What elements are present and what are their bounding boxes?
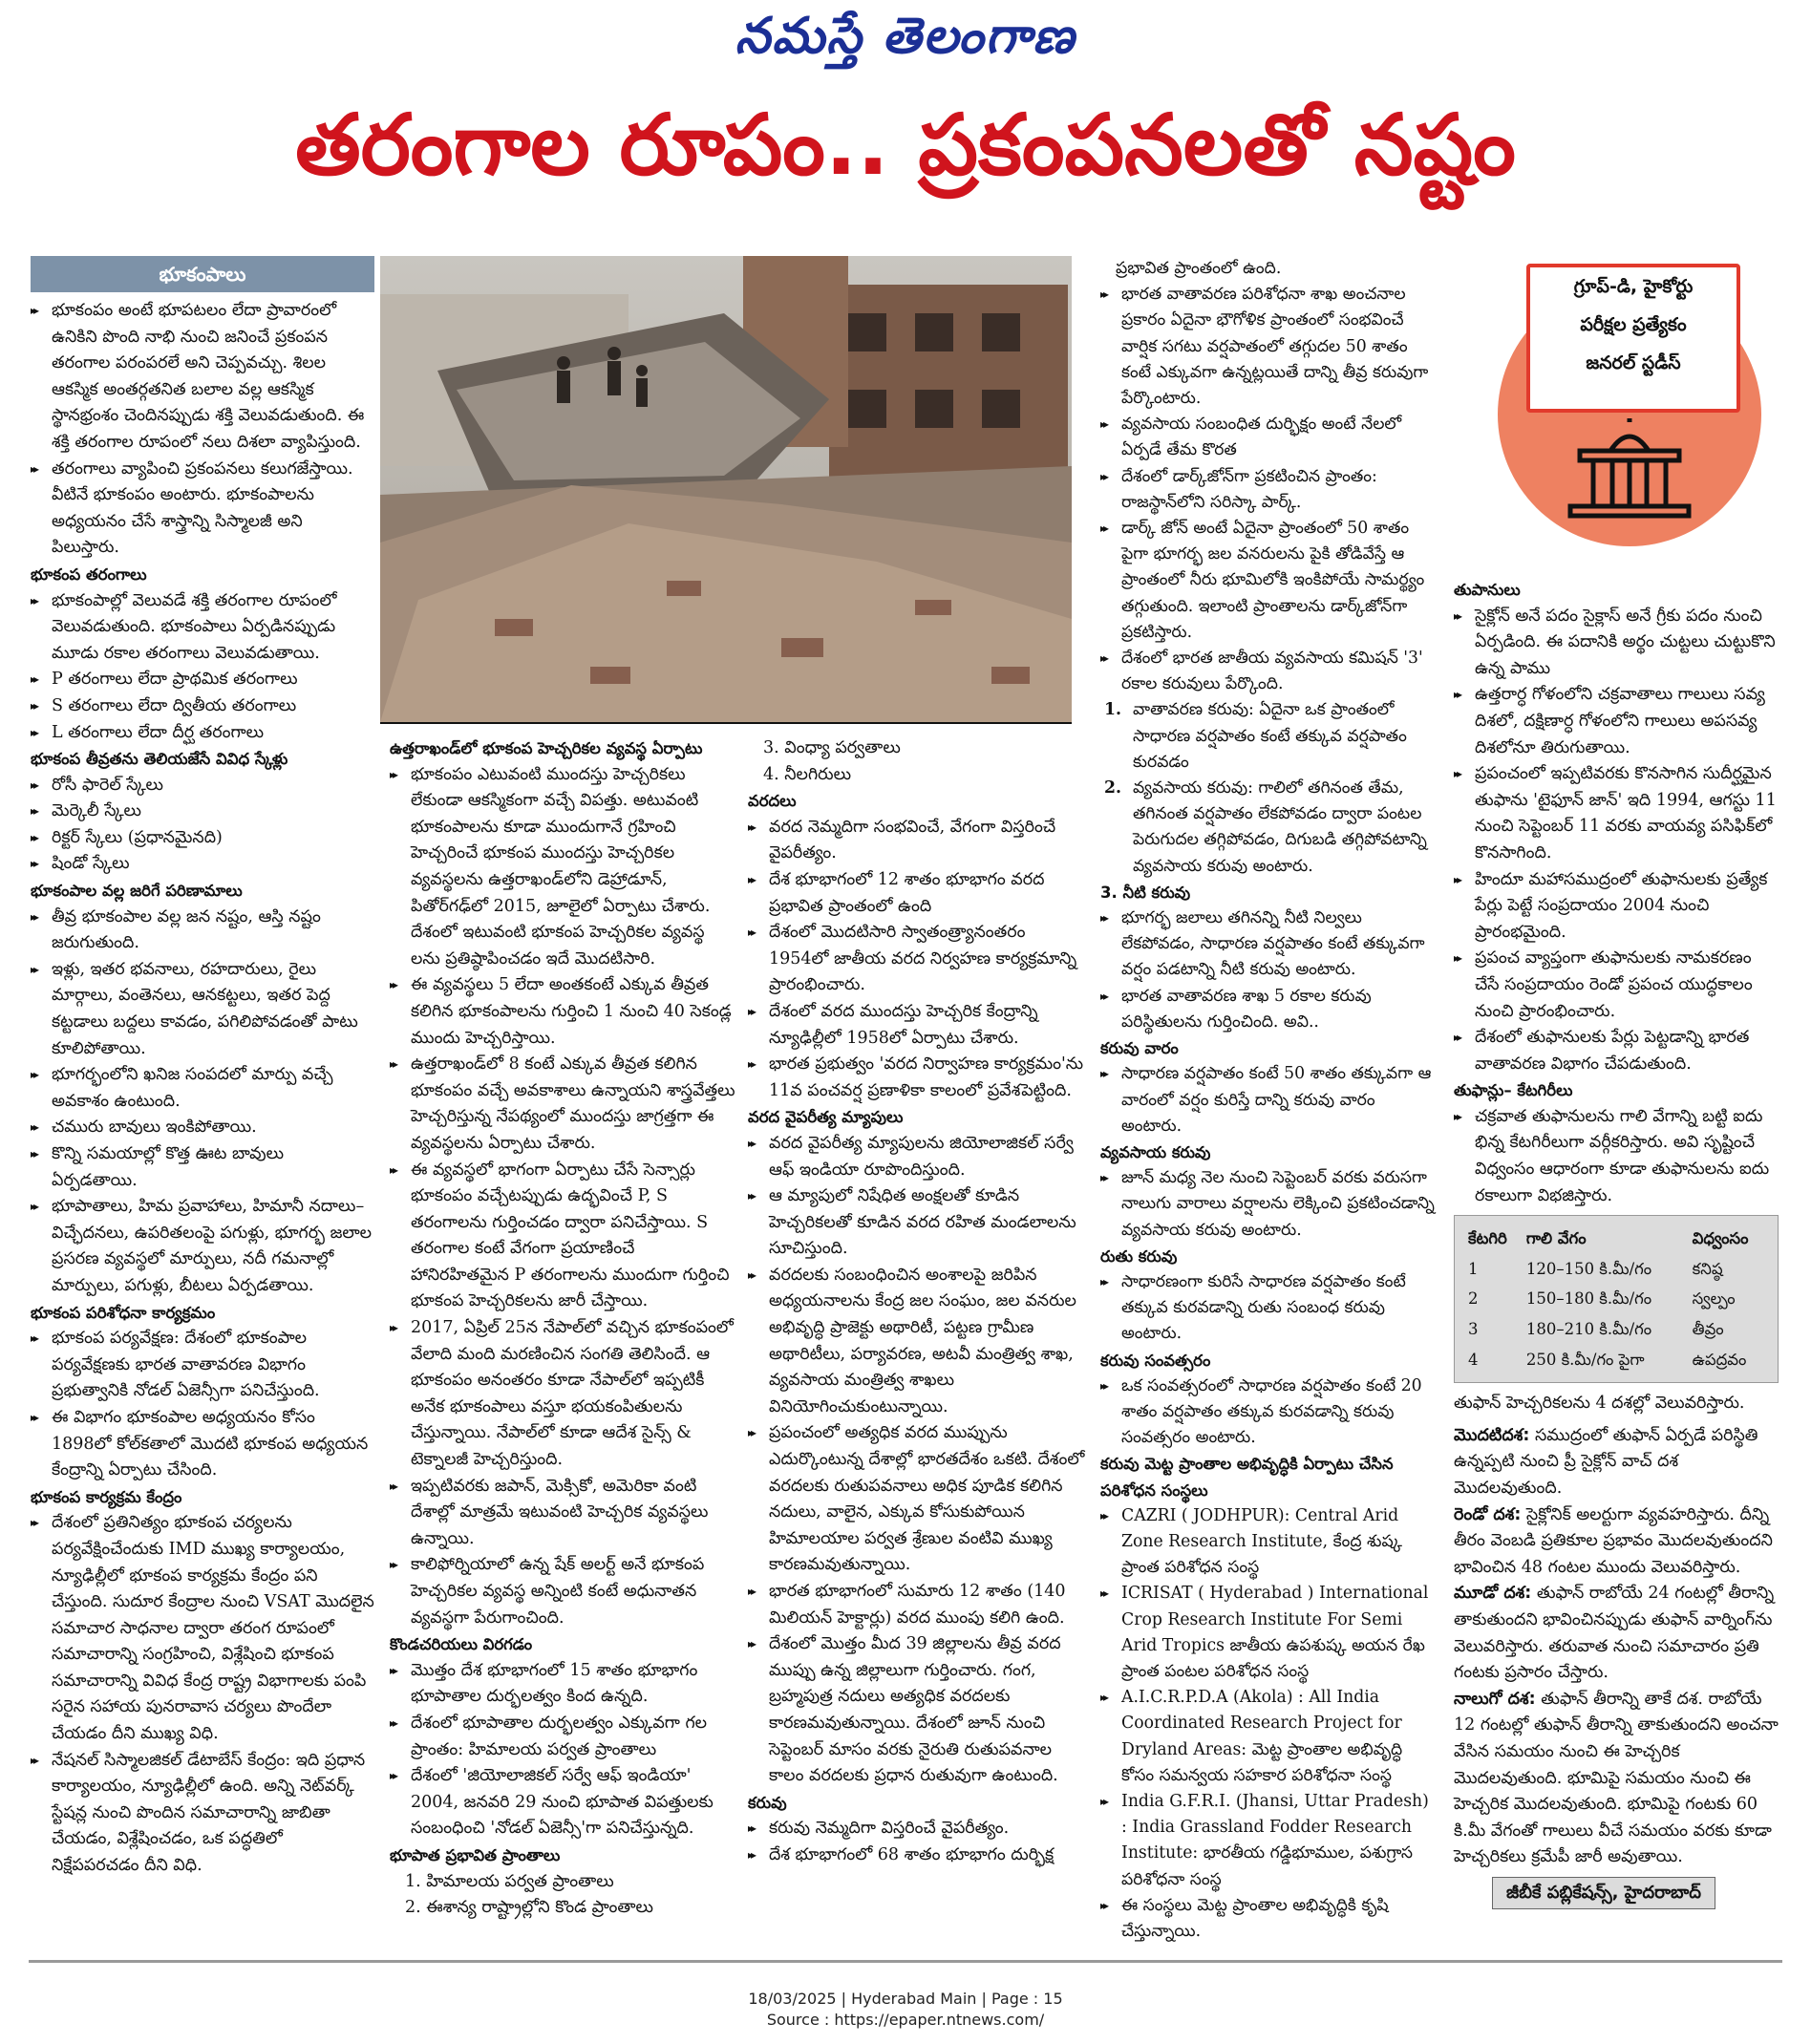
bullet-item (390, 762, 737, 973)
item-text: ఉత్తరార్ధ గోళంలోని చక్రవాతాలు గాలులు సవ్య దిశలో, దక్షిణార్ధ గోళంలోని గాలులు అపసవ్య దిశలోనూ తిరుగుతాయి. (1475, 685, 1765, 757)
item-text: రిక్టర్ స్కేలు (ప్రధానమైనది) (52, 827, 223, 847)
item-text: ప్రపంచ వ్యాప్తంగా తుఫానులకు నామకరణం చేసే సంప్రదాయం రెండో ప్రపంచ యుద్ధకాలం నుంచి ప్రారంభించారు. (1475, 948, 1753, 1021)
item-text: ఉత్తరాఖండ్‌లో భూకంప హెచ్చరికల వ్యవస్థ ఏర్పాటు (390, 739, 703, 757)
column-1-body (31, 298, 374, 1880)
bullet-item (1100, 1061, 1438, 1139)
bullet-item (1100, 1165, 1438, 1244)
bullet-item (1100, 1269, 1438, 1348)
item-text: షిండో స్కేలు (52, 854, 130, 874)
badge-label-box (1526, 264, 1740, 413)
bullet-item (390, 1158, 737, 1316)
bullet-item (748, 1842, 1087, 1869)
bullet-item (748, 1263, 1087, 1421)
item-text: తరంగాలు వ్యాపించి ప్రకంపనలు కలుగజేస్తాయి. వీటినే భూకంపం అంటారు. భూకంపాలను అధ్యయనం చేసే శాస్త్రాన్ని సిస్మాలజీ అని పిలుస్తారు. (52, 458, 353, 558)
warning-stages (1454, 1423, 1779, 1871)
paragraph (390, 1869, 737, 1896)
item-text: India G.F.R.I. (Jhansi, Uttar Pradesh) : India Grassland Fodder Research Institute: భారతీయ గడ్డిభూముల, పశుగ్రాస పరిశోధనా సంస్థ (1121, 1791, 1429, 1889)
item-text: దేశంలో మొత్తం మీద 39 జిల్లాలను తీవ్ర వరద ముప్పు ఉన్న జిల్లాలుగా గుర్తించారు. గంగ, బ్రహ్మపుత్ర నదులు అత్యధిక వరదలకు కారణమవుతున్నాయి. దేశంలో జూన్ నుంచి సెప్టెంబర్ మాసం వరకు నైరుతి రుతుపవనాల కాలం వరదలకు ప్రధాన రుతువుగా ఉంటుంది. (769, 1634, 1061, 1786)
item-text: వ్యవసాయ కరువు: గాలిలో తగినంత తేమ, తగినంత వర్షపాతం లేకపోవడం ద్వారా పంటల పెరుగుదల తగ్గిపోవడం, దిగుబడి తగ్గిపోవటాన్ని వ్యవసాయ కరువు అంటారు. (1133, 778, 1427, 876)
bullet-item (31, 1141, 374, 1194)
building-icon (1561, 418, 1698, 523)
bullet-item (1100, 516, 1438, 646)
item-text: 4. నీలగిరులు (763, 764, 852, 784)
subheading (390, 1842, 737, 1869)
item-text: వరద వైపరీత్య మ్యాపులను జియోలాజికల్ సర్వే ఆఫ్ ఇండియా రూపొందిస్తుంది. (769, 1133, 1074, 1180)
bullet-item (31, 1062, 374, 1115)
item-text: దేశంలో తుఫానులకు పేర్లు పెట్టడాన్ని భారత వాతావరణ విభాగం చేపడుతుంది. (1475, 1028, 1750, 1074)
bullet-item (31, 457, 374, 562)
subheading (31, 1484, 374, 1511)
stage-item (1454, 1502, 1779, 1582)
item-text: దేశ భూభాగంలో 68 శాతం భూభాగం దుర్భిక్ష (769, 1844, 1055, 1864)
item-text: భూకంప తీవ్రతను తెలియజేసే వివిధ స్కేళ్లు (31, 750, 288, 769)
subheading (31, 746, 374, 773)
subheading (748, 788, 1087, 815)
item-text: డార్క్ జోన్ అంటే ఏదైనా ప్రాంతంలో 50 శాతం పైగా భూగర్భ జల వనరులను పైకి తోడివేస్తే ఆ ప్రాంతంలో నీరు భూమిలోకి ఇంకిపోయే సామర్థ్యం తగ్గుతుంది. ఇలాంటి ప్రాంతాలను డార్క్‌జోన్‌గా ప్రకటిస్తారు. (1121, 519, 1425, 642)
bullet-item (31, 1405, 374, 1484)
subheading (1100, 1451, 1438, 1502)
paragraph (748, 762, 1087, 789)
bullet-item (1100, 1581, 1438, 1685)
bullet-item (1100, 646, 1438, 697)
item-text: భూకంపాల వల్ల జరిగే పరిణామాలు (31, 882, 243, 901)
item-text: ICRISAT ( Hyderabad ) International Crop Research Institute For Semi Arid Tropics జాతీయ ఉపశుష్క అయన రేఖ ప్రాంత పంటల పరిశోధన సంస్థ (1121, 1584, 1429, 1681)
subheading (1454, 1077, 1779, 1104)
bullet-item (31, 1326, 374, 1405)
item-text: హిందూ మహాసముద్రంలో తుఫానులకు ప్రత్యేక పేర్లు పెట్టే సంప్రదాయం 2004 నుంచి ప్రారంభమైంది. (1475, 869, 1768, 942)
bullet-item (1100, 984, 1438, 1035)
item-text: భూకంపాల్లో వెలువడే శక్తి తరంగాల రూపంలో వెలువడుతుంది. భూకంపాలు ఏర్పడినప్పుడు మూడు రకాల తరంగాలు వెలువడుతాయి. (52, 590, 337, 663)
numbered-item (1100, 776, 1438, 880)
item-text: కరువు వారం (1100, 1039, 1179, 1058)
table-cell: 1 (1468, 1259, 1479, 1278)
table-row (1464, 1284, 1768, 1314)
bullet-item (390, 1315, 737, 1474)
stage-label: మొదటిదశ: (1454, 1425, 1530, 1445)
item-text: ఈ సంస్థలు మెట్ట ప్రాంతాల అభివృద్ధికి కృషి చేస్తున్నాయి. (1121, 1895, 1389, 1941)
bullet-item (31, 1194, 374, 1299)
item-text: 2. ఈశాన్య రాష్ట్రాల్లోని కొండ ప్రాంతాలు (405, 1898, 653, 1918)
item-text: దేశంలో ప్రతినిత్యం భూకంప చర్యలను పర్యవేక్షించేందుకు IMD ముఖ్య కార్యాలయం, న్యూఢిల్లీలో భూకంప కార్యక్రమ కేంద్రం పని చేస్తుంది. సుదూర కేంద్రాల నుంచి VSAT మొదలైన సమాచార సాధనాల ద్వారా తరంగ రూపంలో సమాచారాన్ని సంగ్రహించి, విశ్లేషించి భూకంప సమాచారాన్ని వివిధ కేంద్ర రాష్ట్ర విభాగాలకు పంపి సరైన సహాయ పునరావాస చర్యలు పొందేలా చేయడం దీని ముఖ్య విధి. (52, 1513, 374, 1744)
table-row (1464, 1254, 1768, 1285)
item-text: భూకంప పరిశోధనా కార్యక్రమం (31, 1303, 216, 1322)
item-text: సాధారణంగా కురిసే సాధారణ వర్షపాతం కంటే తక్కువ కురవడాన్ని రుతు సంబంధ కరువు అంటారు. (1121, 1271, 1406, 1344)
paragraph (390, 1895, 737, 1922)
subheading (1100, 1035, 1438, 1061)
item-text: భారత వాతావరణ పరిశోధనా శాఖ అంచనాల ప్రకారం ఏదైనా భౌగోళిక ప్రాంతంలో సంభవించే వార్షిక సగటు వర్షపాతంలో తగ్గుదల 50 శాతం కంటే ఎక్కువగా ఉన్నట్లయితే దాన్ని తీవ్ర కరువుగా పేర్కొంటారు. (1121, 285, 1429, 409)
bullet-item (1100, 1685, 1438, 1789)
column-4-body (1100, 256, 1438, 1945)
bullet-item (1100, 1893, 1438, 1945)
subheading (390, 735, 737, 762)
bullet-item (31, 851, 374, 878)
badge-line-3: జనరల్ స్టడీస్ (1586, 352, 1681, 373)
item-text: ఉత్తరాఖండ్‌లో 8 కంటే ఎక్కువ తీవ్రత కలిగిన భూకంపం వచ్చే అవకాశాలు ఉన్నాయని శాస్త్రవేత్తలు హెచ్చరిస్తున్న నేపథ్యంలో ముందస్తు జాగ్రత్తగా ఈ వ్యవస్థలను ఏర్పాటు చేశారు. (411, 1054, 735, 1153)
bullet-item (748, 1052, 1087, 1104)
item-text: భూగర్భంలోని ఖనిజ సంపదలో మార్పు వచ్చే అవకాశం ఉంటుంది. (52, 1065, 333, 1111)
bullet-item (31, 720, 374, 747)
item-text: భారత భూభాగంలో సుమారు 12 శాతం (140 మిలియన్ హెక్టార్లు) వరద ముంపు కలిగి ఉంది. (769, 1582, 1066, 1628)
item-text: దేశంలో డార్క్‌జోన్‌గా ప్రకటించిన ప్రాంతం: రాజస్థాన్‌లోని సరిస్కా పార్క్. (1121, 466, 1377, 512)
item-text: జూన్ మధ్య నెల నుంచి సెప్టెంబర్ వరకు వరుసగా నాలుగు వారాలు వర్షాలను లెక్కించి ప్రకటించడాన్ని వ్యవసాయ కరువు అంటారు. (1121, 1168, 1435, 1240)
table-header-cell: గాలి వేగం (1525, 1229, 1587, 1248)
item-text: A.I.C.R.P.D.A (Akola) : All India Coordinated Research Project for Dryland Areas: మెట్ట ప్రాంతాల అభివృద్ధి కోసం సమన్వయ సహకార పరిశోధనా సంస్థ (1121, 1688, 1403, 1785)
item-text: దేశంలో భూపాతాల దుర్భలత్వం ఎక్కువగా గల ప్రాంతం: హిమాలయ పర్వత ప్రాంతాలు (411, 1713, 708, 1759)
table-cell: 150–180 కి.మీ/గం (1525, 1289, 1652, 1309)
item-text: భూపాతాలు, హిమ ప్రవాహాలు, హిమానీ నదాలు– విచ్ఛేదనలు, ఉపరితలంపై పగుళ్లు, భూగర్భ జలాల ప్రసరణ వ్యవస్థలో మార్పులు, నదీ గమనాల్లో మార్పులు, పగుళ్లు, బీటలు ఏర్పడతాయి. (52, 1197, 373, 1295)
item-text: కాలిఫోర్నియాలో ఉన్న షేక్ అలర్ట్ అనే భూకంప హెచ్చరికల వ్యవస్థ అన్నింటి కంటే అధునాతన వ్యవస్థగా పేరుగాంచింది. (411, 1555, 705, 1628)
table-cell: 180–210 కి.మీ/గం (1525, 1320, 1652, 1339)
bullet-item (1454, 867, 1779, 947)
item-text: తుఫాన్లు– కేటగిరీలు (1454, 1081, 1573, 1100)
table-cell: స్వల్పం (1692, 1289, 1736, 1309)
masthead-logo: నమస్తే తెలంగాణ (735, 8, 1076, 65)
bullet-item (748, 1131, 1087, 1183)
item-text: దేశ భూభాగంలో 12 శాతం భూభాగం వరద ప్రభావిత ప్రాంతంలో ఉంది (769, 869, 1045, 916)
page-footer (0, 1989, 1811, 2031)
item-text: వ్యవసాయ సంబంధిత దుర్భిక్షం అంటే నేలలో ఏర్పడే తేమ కొరత (1121, 415, 1402, 460)
item-text: తీవ్ర భూకంపాల వల్ల జన నష్టం, ఆస్తి నష్టం జరుగుతుంది. (52, 906, 321, 953)
badge-line-1: గ్రూప్-డి, హైకోర్టు (1573, 276, 1694, 297)
bullet-item (390, 1711, 737, 1763)
column-1 (31, 256, 374, 1880)
bullet-item (1100, 282, 1438, 412)
item-number: 1. (1104, 700, 1122, 720)
item-text: ఒక సంవత్సరంలో సాధారణ వర్షపాతం కంటే 20 శాతం వర్షపాతం తక్కువ కురవడాన్ని కరువు సంవత్సరం అంటారు. (1121, 1375, 1422, 1448)
item-text: వరదలు (748, 792, 797, 811)
item-text: S తరంగాలు లేదా ద్వితీయ తరంగాలు (52, 695, 297, 715)
item-text: సాధారణ వర్షపాతం కంటే 50 శాతం తక్కువగా ఆ వారంలో వర్షం కురిస్తే దాన్ని కరువు వారం అంటారు. (1121, 1064, 1432, 1136)
table-row (1464, 1314, 1768, 1345)
bullet-item (748, 1183, 1087, 1263)
bullet-item (31, 825, 374, 852)
item-text: తుపానులు (1454, 581, 1521, 599)
item-text: భూగర్భ జలాలు తగినన్ని నీటి నిల్వలు లేకపోవడం, సాధారణ వర్షపాతం కంటే తక్కువగా వర్షం పడటాన్ని నీటి కరువు అంటారు. (1121, 908, 1425, 980)
item-number: 2. (1104, 778, 1122, 798)
item-text: భూకంపం ఎటువంటి ముందస్తు హెచ్చరికలు లేకుండా ఆకస్మికంగా వచ్చే విపత్తు. అటువంటి భూకంపాలను కూడా ముందుగానే గ్రహించి హెచ్చరించే భూకంప ముందస్తు హెచ్చరికల వ్యవస్థలను ఉత్తరాఖండ్‌లోని డెహ్రాడూన్, పితోర్‌గఢ్‌లో 2015, జూలైలో ఏర్పాటు చేశారు. దేశంలో ఇటువంటి భూకంప హెచ్చరికల వ్యవస్థ లను ప్రతిష్ఠాపించడం ఇదే మొదటిసారి. (411, 764, 711, 969)
footer-date-edition: 18/03/2025 | Hyderabad Main | Page : 15 (748, 1990, 1063, 2008)
bullet-item (1454, 682, 1779, 761)
item-text: భూకంప పర్యవేక్షణ: దేశంలో భూకంపాల పర్యవేక్షణకు భారత వాతావరణ విభాగం ప్రభుత్వానికి నోడల్ ఏజెన్సీగా పనిచేస్తుంది. (52, 1329, 320, 1401)
photo-rule (380, 722, 1072, 724)
bullet-item (1100, 905, 1438, 984)
bullet-item (748, 867, 1087, 920)
cyclone-category-table (1454, 1215, 1779, 1383)
bullet-item (31, 588, 374, 668)
bullet-item (390, 1552, 737, 1631)
stage-text: తుఫాన్ తీరాన్ని తాకే దశ. రాబోయే 12 గంటల్లో తుఫాన్ తీరాన్ని తాకుతుందని అంచనా వేసిన సమయం నుంచి ఈ హెచ్చరిక మొదలవుతుంది. భూమిపై సమయం నుంచి ఈ హెచ్చరిక మొదలవుతుంది. భూమిపై గంటకు 60 కి.మీ వేగంతో గాలులు వీచే సమయం వరకు కూడా హెచ్చరికలు క్రమేపీ జారీ అవుతాయి. (1454, 1689, 1779, 1867)
bullet-item (1100, 1789, 1438, 1893)
item-text: ప్రపంచంలో ఇప్పటివరకు కొనసాగిన సుదీర్ఘమైన తుఫాను 'టైఫూన్ జాన్' ఇది 1994, ఆగస్టు 11 నుంచి సెప్టెంబర్ 11 వరకు వాయవ్య పసిఫిక్‌లో కొనసాగింది. (1475, 764, 1777, 862)
item-text: దేశంలో 'జియోలాజికల్ సర్వే ఆఫ్ ఇండియా' 2004, జనవరి 29 నుంచి భూపాత విపత్తులకు సంబంధించి 'నోడల్ ఏజెన్సీ'గా పనిచేస్తున్నది. (411, 1766, 714, 1839)
item-text: ఈ వ్యవస్థలో భాగంగా ఏర్పాటు చేసే సెన్సార్లు భూకంపం వచ్చేటప్పుడు ఉద్భవించే P, S తరంగాలను గుర్తించడం ద్వారా పనిచేస్తాయి. S తరంగాల కంటే వేగంగా ప్రయాణించే హానిరహితమైన P తరంగాలను ముందుగా గుర్తించి భూకంప హెచ్చరికలను జారీ చేస్తాయి. (411, 1160, 730, 1311)
table-cell: 4 (1468, 1350, 1479, 1369)
bullet-item (748, 1420, 1087, 1579)
subheading (31, 1300, 374, 1327)
stage-label: నాలుగో దశ: (1454, 1689, 1536, 1709)
item-text: ప్రపంచంలో అత్యధిక వరద ముప్పును ఎదుర్కొంటున్న దేశాల్లో భారతదేశం ఒకటి. దేశంలో వరదలకు రుతుపవనాలు అధిక పూడిక కలిగిన నదులు, వాలైన, ఎక్కువ కోసుకుపోయిన హిమాలయాల పర్వత శ్రేణుల వంటివి ముఖ్య కారణమవుతున్నాయి. (769, 1423, 1085, 1575)
bullet-item (1454, 1025, 1779, 1077)
bullet-item (1100, 464, 1438, 516)
item-text: దేశంలో భారత జాతీయ వ్యవసాయ కమిషన్ '3' రకాల కరువులు పేర్కొంది. (1121, 649, 1423, 694)
bullet-item (31, 1115, 374, 1141)
item-text: వరదలకు సంబంధించిన అంశాలపై జరిపిన అధ్యయనాలను కేంద్ర జల సంఘం, జల వనరుల అభివృద్ధి ప్రాజెక్టు అథారిటీ, పట్టణ గ్రామీణ అథారిటీలు, పర్యావరణ, అటవీ మంత్రిత్వ శాఖ, వ్యవసాయ మంత్రిత్వ శాఖలు వినియోగించుకుంటున్నాయి. (769, 1265, 1076, 1416)
column-3 (748, 735, 1087, 1869)
stage-label: రెండో దశ: (1454, 1504, 1522, 1524)
bullet-item (1100, 1503, 1438, 1582)
item-text: 1. హిమాలయ పర్వత ప్రాంతాలు (405, 1871, 614, 1891)
item-text: మెర్కెలీ స్కేలు (52, 801, 141, 821)
item-text: 3. నీటి కరువు (1100, 883, 1191, 902)
bullet-item (31, 957, 374, 1062)
table-cell: 2 (1468, 1289, 1479, 1309)
item-text: వ్యవసాయ కరువు (1100, 1142, 1211, 1161)
numbered-item (1100, 697, 1438, 776)
bullet-item (1454, 604, 1779, 683)
item-text: దేశంలో మొదటిసారి స్వాతంత్ర్యానంతరం 1954లో జాతీయ వరద నిర్వహణ కార్యక్రమాన్ని ప్రారంభించారు. (769, 923, 1077, 995)
stage-item (1454, 1687, 1779, 1871)
column-2-body (390, 735, 737, 1922)
subheading (1100, 1244, 1438, 1269)
paragraph (1100, 256, 1438, 282)
column-5 (1454, 577, 1779, 1909)
stage-text: సముద్రంలో తుఫాన్ ఏర్పడే పరిస్థితి ఉన్నప్పటి నుంచి ప్రీ సైక్లోన్ వాచ్ దశ మొదలవుతుంది. (1454, 1425, 1758, 1498)
item-text: వరద వైపరీత్య మ్యాపులు (748, 1108, 904, 1127)
photo-illustration (380, 256, 1072, 722)
bullet-item (31, 773, 374, 799)
item-text: ఇప్పటివరకు జపాన్, మెక్సికో, అమెరికా వంటి దేశాల్లో మాత్రమే ఇటువంటి హెచ్చరిక వ్యవస్థలు ఉన్నాయి. (411, 1476, 709, 1548)
badge-line-2: పరీక్షల ప్రత్యేకం (1580, 314, 1687, 335)
item-text: భారత వాతావరణ శాఖ 5 రకాల కరువు పరిస్థితులను గుర్తించింది. అవి.. (1121, 986, 1372, 1032)
bullet-item (1100, 1373, 1438, 1452)
item-text: ఆ మ్యాపులో నిషేధిత అంక్షలతో కూడిన హెచ్చరికలతో కూడిన వరద రహిత మండలాలను సూచిస్తుంది. (769, 1186, 1076, 1259)
bullet-item (1454, 761, 1779, 866)
table-cell: 3 (1468, 1320, 1479, 1339)
bullet-item (1454, 1104, 1779, 1209)
item-text: CAZRI ( JODHPUR): Central Arid Zone Research Institute, కేంద్ర శుష్క ప్రాంత పరిశోధన సంస్థ (1121, 1505, 1402, 1578)
bullet-item (748, 1631, 1087, 1790)
paragraph (748, 735, 1087, 762)
item-text: L తరంగాలు లేదా దీర్ఘ తరంగాలు (52, 722, 265, 742)
bullet-item (390, 1658, 737, 1711)
item-text: ఈ విభాగం భూకంపాల అధ్యయనం కోసం 1898లో కోల్‌కతాలో మొదటి భూకంప అధ్యయన కేంద్రాన్ని ఏర్పాటు చేసింది. (52, 1407, 369, 1480)
item-text: నేషనల్ సిస్మాలజికల్ డేటాబేస్ కేంద్రం: ఇది ప్రధాన కార్యాలయం, న్యూఢిల్లీలో ఉంది. అన్ని నెట్‌వర్క్ స్టేషన్ల నుంచి పొందిన సమాచారాన్ని జాబితా చేయడం, విశ్లేషించడం, ఒక పద్ధతిలో నిక్షేపపరచడం దీని విధి. (52, 1750, 366, 1876)
column-4 (1100, 256, 1438, 1945)
item-text: P తరంగాలు లేదా ప్రాథమిక తరంగాలు (52, 670, 298, 690)
bullet-item (31, 798, 374, 825)
item-text: రుతు కరువు (1100, 1246, 1178, 1266)
table-header-cell: కేటగిరి (1468, 1229, 1507, 1248)
table-cell: 120–150 కి.మీ/గం (1525, 1259, 1652, 1278)
bullet-item (748, 815, 1087, 867)
footer-source: Source : https://epaper.ntnews.com/ (766, 2011, 1045, 2029)
bullet-item (1100, 412, 1438, 463)
item-text: కరువు మెట్ట ప్రాంతాల అభివృద్ధికి ఏర్పాటు చేసిన పరిశోధన సంస్థలు (1100, 1455, 1394, 1500)
bullet-item (748, 1816, 1087, 1842)
bullet-item (748, 999, 1087, 1052)
item-text: రోసీ ఫారెల్ స్కేలు (52, 775, 163, 795)
item-text: భూపాత ప్రభావిత ప్రాంతాలు (390, 1845, 561, 1864)
bullet-item (390, 972, 737, 1052)
item-text: వరద నెమ్మదిగా సంభవించే, వేగంగా విస్తరించే వైపరీత్యం. (769, 817, 1056, 863)
item-text: వాతావరణ కరువు: ఏదైనా ఒక ప్రాంతంలో సాధారణ వర్షపాతం కంటే తక్కువ వర్షపాతం కురవడం (1133, 700, 1407, 772)
column-3-body (748, 735, 1087, 1869)
warning-stages-note: తుఫాన్ హెచ్చరికలను 4 దశల్లో వెలువరిస్తారు. (1454, 1394, 1745, 1414)
subheading (1454, 577, 1779, 604)
table-cell: కనిష్ఠ (1692, 1259, 1723, 1278)
subheading (31, 878, 374, 905)
stage-text: తుఫాన్ రాబోయే 24 గంటల్లో తీరాన్ని తాకుతుందని భావించినప్పుడు తుఫాన్ వార్నింగ్‌ను వెలువరిస్తారు. తరువాత నుంచి సమాచారం ప్రతి గంటకు ప్రసారం చేస్తారు. (1454, 1584, 1775, 1683)
bottom-rule (29, 1960, 1782, 1963)
bullet-item (390, 1052, 737, 1157)
item-text: చక్రవాత తుఫానులను గాలి వేగాన్ని బట్టి ఐదు భిన్న కేటగిరీలుగా వర్గీకరిస్తారు. అవి సృష్టించే విధ్వంసం ఆధారంగా కూడా తుఫానులను ఐదు రకాలుగా విభజిస్తారు. (1475, 1106, 1770, 1205)
table-cell: తీవ్రం (1692, 1320, 1724, 1339)
item-text: భూకంప తరంగాలు (31, 564, 147, 584)
item-text: భూకంపం అంటే భూపటలం లేదా ప్రావారంలో ఉనికిని పొంది నాభి నుంచి జనించే ప్రకంపన తరంగాల పరంపరలే అని చెప్పవచ్చు. శిలల ఆకస్మిక అంతర్గతనిత బలాల వల్ల ఆకస్మిక స్థానభ్రంశం చెందినప్పుడు శక్తి వెలువడుతుంది. ఈ శక్తి తరంగాల రూపంలో నలు దిశలా వ్యాపిస్తుంది. (52, 301, 365, 452)
item-text: మొత్తం దేశ భూభాగంలో 15 శాతం భూభాగం భూపాతాల దుర్భలత్వం కింద ఉన్నది. (411, 1660, 698, 1707)
item-text: కొండచరియలు విరగడం (390, 1635, 533, 1654)
page-headline: తరంగాల రూపం.. ప్రకంపనలతో నష్టం (295, 96, 1516, 194)
item-text: 3. వింధ్యా పర్వతాలు (763, 738, 901, 757)
table-cell: 250 కి.మీ/గం పైగా (1525, 1350, 1645, 1369)
bullet-item (31, 1510, 374, 1747)
item-text: కరువు నెమ్మదిగా విస్తరించే వైపరీత్యం. (769, 1819, 1010, 1839)
item-text: సైక్లోన్ అనే పదం సైక్లాస్ అనే గ్రీకు పదం నుంచి ఏర్పడింది. ఈ పదానికి అర్థం చుట్టలు చుట్టుకొని ఉన్న పాము (1475, 606, 1776, 678)
subheading (748, 1104, 1087, 1131)
subheading (31, 562, 374, 588)
earthquake-rubble-photo (380, 256, 1072, 722)
item-text: ఈ వ్యవస్థలు 5 లేదా అంతకంటే ఎక్కువ తీవ్రత కలిగిన భూకంపాలను గుర్తించి 1 నుంచి 40 సెకండ్ల ముందు హెచ్చరిస్తాయి. (411, 975, 732, 1048)
bullet-item (31, 1748, 374, 1880)
publisher-credit: జీబీకే పబ్లికేషన్స్, హైదరాబాద్ (1492, 1877, 1715, 1909)
section-label: భూకంపాలు (31, 256, 374, 292)
bullet-item (31, 298, 374, 457)
bullet-item (31, 693, 374, 720)
bullet-item (31, 667, 374, 693)
stage-text: సైక్లోనిక్ అలర్టుగా వ్యవహరిస్తారు. దీన్ని తీరం వెంబడి ప్రతికూల ప్రభావం మొదలవుతుందని భావించిన 48 గంటల ముందు వెలువరిస్తారు. (1454, 1504, 1773, 1577)
bullet-item (1454, 946, 1779, 1025)
item-text: భూకంప కార్యక్రమ కేంద్రం (31, 1487, 182, 1506)
item-text: భారత ప్రభుత్వం 'వరద నిర్వాహణ కార్యక్రమం'ను 11వ పంచవర్ష ప్రణాళికా కాలంలో ప్రవేశపెట్టింది. (769, 1054, 1084, 1100)
item-text: దేశంలో వరద ముందస్తు హెచ్చరిక కేంద్రాన్ని న్యూఢిల్లీలో 1958లో ఏర్పాటు చేశారు. (769, 1001, 1038, 1048)
item-text: కరువు (748, 1793, 787, 1812)
table-cell: ఉపద్రవం (1692, 1350, 1747, 1369)
bullet-item (748, 1579, 1087, 1631)
subheading (1100, 1348, 1438, 1373)
item-text: ప్రభావిత ప్రాంతంలో ఉంది. (1116, 259, 1282, 278)
subheading (748, 1790, 1087, 1817)
bullet-item (748, 920, 1087, 999)
table-row (1464, 1345, 1768, 1375)
bullet-item (390, 1474, 737, 1553)
table-header-row (1464, 1224, 1768, 1254)
subheading (390, 1631, 737, 1658)
subheading (1100, 1139, 1438, 1165)
item-text: చమురు బావులు ఇంకిపోతాయి. (52, 1118, 257, 1138)
item-text: 2017, ఏప్రిల్ 25న నేపాల్‌లో వచ్చిన భూకంపంలో వేలాది మంది మరణించిన సంగతి తెలిసిందే. ఆ భూకంపం అనంతరం కూడా నేపాల్‌లో ఇప్పటికీ అనేక భూకంపాలు వస్తూ భయకంపితులను చేస్తున్నాయి. నేపాల్‌లో కూడా ఆదేశ సైన్స్ & టెక్నాలజీ హెచ్చరిస్తుంది. (411, 1318, 734, 1470)
item-text: ఇళ్లు, ఇతర భవనాలు, రహదారులు, రైలు మార్గాలు, వంతెనలు, ఆనకట్టలు, ఇతర పెద్ద కట్టడాలు బద్దలు కావడం, పగిలిపోవడంతో పాటు కూలిపోతాయి. (52, 959, 358, 1058)
column-2 (390, 735, 737, 1922)
bullet-item (31, 905, 374, 957)
item-text: కొన్ని సమయాల్లో కొత్త ఊట బావులు ఏర్పడతాయి. (52, 1144, 285, 1190)
stage-label: మూడో దశ: (1454, 1584, 1532, 1604)
table-header-cell: విధ్వంసం (1692, 1229, 1749, 1248)
stage-item (1454, 1423, 1779, 1502)
column-5-body (1454, 577, 1779, 1209)
subheading (1100, 880, 1438, 905)
bullet-item (390, 1763, 737, 1842)
item-text: కరువు సంవత్సరం (1100, 1351, 1211, 1370)
stage-item (1454, 1581, 1779, 1686)
